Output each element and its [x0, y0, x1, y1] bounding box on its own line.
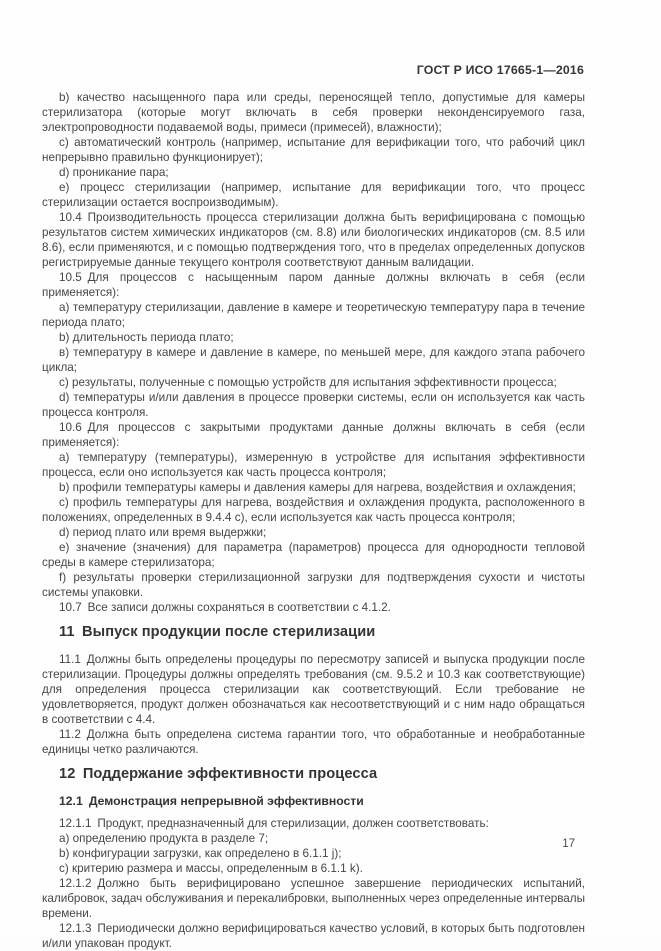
- clause-12-1-2: 12.1.2 Должно быть верифицировано успешное завершение периодических испытаний, калибровок, задач обслуживания и перекалибровки, выполненных через определенные интервалы времени.: [42, 877, 585, 920]
- subsection-heading-12-1: 12.1 Демонстрация непрерывной эффективности: [59, 794, 364, 808]
- clause-12-1-3: 12.1.3 Периодически должно верифицироваться качество условий, в которых быть подготовлен и/или упакован продукт.: [42, 922, 585, 950]
- list-item-b-load-configuration: b) конфигурации загрузки, как определено в 6.1.1 j);: [59, 847, 342, 860]
- list-item-a-temperature: a) температуру стерилизации, давление в камере и теоретическую температуру пара в течение периода плато;: [42, 301, 585, 329]
- list-item-d-temperatures-pressures: d) температуры и/или давления в процессе проверки системы, если он используется как часть процесса контроля.: [42, 391, 585, 419]
- list-item-e-process-parameter: e) значение (значения) для параметра (параметров) процесса для однородности тепловой среды в камере стерилизатора;: [42, 541, 585, 569]
- list-item-v-chamber-temperature: в) температуру в камере и давление в камере, по меньшей мере, для каждого этапа рабочего цикла;: [42, 346, 585, 374]
- list-item-a-product-definition: a) определению продукта в разделе 7;: [59, 832, 269, 845]
- clause-10-4: 10.4 Производительность процесса стерилизации должна быть верифицирована с помощью результатов систем химических индикаторов (см. 8.8) или биологических индикаторов (см. 8.5 или 8.6), если применяются, и с помощью подтверждения того, что в пределах определенных допусков регистрируемые данные текущего контроля соответствуют данным валидации.: [42, 211, 585, 269]
- document-body: [42, 90, 585, 951]
- list-item-c-product-profile: c) профиль температуры для нагрева, воздействия и охлаждения продукта, расположенного в положениях, определенных в 9.4.4 c), если используется как часть процесса контроля;: [42, 496, 585, 524]
- clause-11-2: 11.2 Должна быть определена система гарантии того, что обработанные и необработанные единицы четко различаются.: [42, 728, 585, 756]
- list-item-b-steam-quality: b) качество насыщенного пара или среды, переносящей тепло, допустимые для камеры стерилизатора (которые могут включать в себя проверки неконденсируемого газа, электропроводности подаваемой воды, примеси (примесей), влажности);: [42, 91, 585, 134]
- list-item-c-automatic-control: c) автоматический контроль (например, испытание для верификации того, что рабочий цикл непрерывно правильно функционирует);: [42, 136, 585, 164]
- list-item-b-profiles: b) профили температуры камеры и давления камеры для нагрева, воздействия и охлаждения;: [59, 481, 576, 494]
- section-heading-12: 12 Поддержание эффективности процесса: [59, 766, 378, 782]
- list-item-d-steam-penetration: d) проникание пара;: [59, 166, 169, 179]
- list-item-f-load-check: f) результаты проверки стерилизационной загрузки для подтверждения сухости и чистоты системы упаковки.: [42, 571, 585, 599]
- clause-10-6: 10.6 Для процессов с закрытыми продуктами данные должны включать в себя (если применяется):: [42, 421, 585, 449]
- list-item-c-size-mass-criteria: c) критерию размера и массы, определенным в 6.1.1 k).: [59, 862, 363, 875]
- page-number: 17: [562, 838, 575, 850]
- standard-code-header: ГОСТ Р ИСО 17665-1—2016: [416, 63, 584, 77]
- clause-10-7: 10.7 Все записи должны сохраняться в соответствии с 4.1.2.: [59, 601, 391, 614]
- clause-10-5: 10.5 Для процессов с насыщенным паром данные должны включать в себя (если применяется):: [42, 271, 585, 299]
- list-item-b-plateau-duration: b) длительность периода плато;: [59, 331, 234, 344]
- clause-11-1: 11.1 Должны быть определены процедуры по пересмотру записей и выпуска продукции после стерилизации. Процедуры должны определять требования (см. 9.5.2 и 10.3 как соответствующие) для определения процесса стерилизации как соответствующий. Если требование не удовлетворяется, продукт должен обозначаться как несоответствующий и с ним надо обращаться в соответствии с 4.4.: [42, 653, 585, 726]
- list-item-d-plateau-period: d) период плато или время выдержки;: [59, 526, 267, 539]
- list-item-a-measured-temperature: a) температуру (температуры), измеренную в устройстве для испытания эффективности процесса, если оно используется как часть процесса контроля;: [42, 451, 585, 479]
- clause-12-1-1: 12.1.1 Продукт, предназначенный для стерилизации, должен соответствовать:: [59, 817, 489, 830]
- section-heading-11: 11 Выпуск продукции после стерилизации: [59, 624, 376, 640]
- list-item-c-results: c) результаты, полученные с помощью устройств для испытания эффективности процесса;: [59, 376, 557, 389]
- list-item-e-sterilization-process: e) процесс стерилизации (например, испытание для верификации того, что процесс стерилизации остается воспроизводимым).: [42, 181, 585, 209]
